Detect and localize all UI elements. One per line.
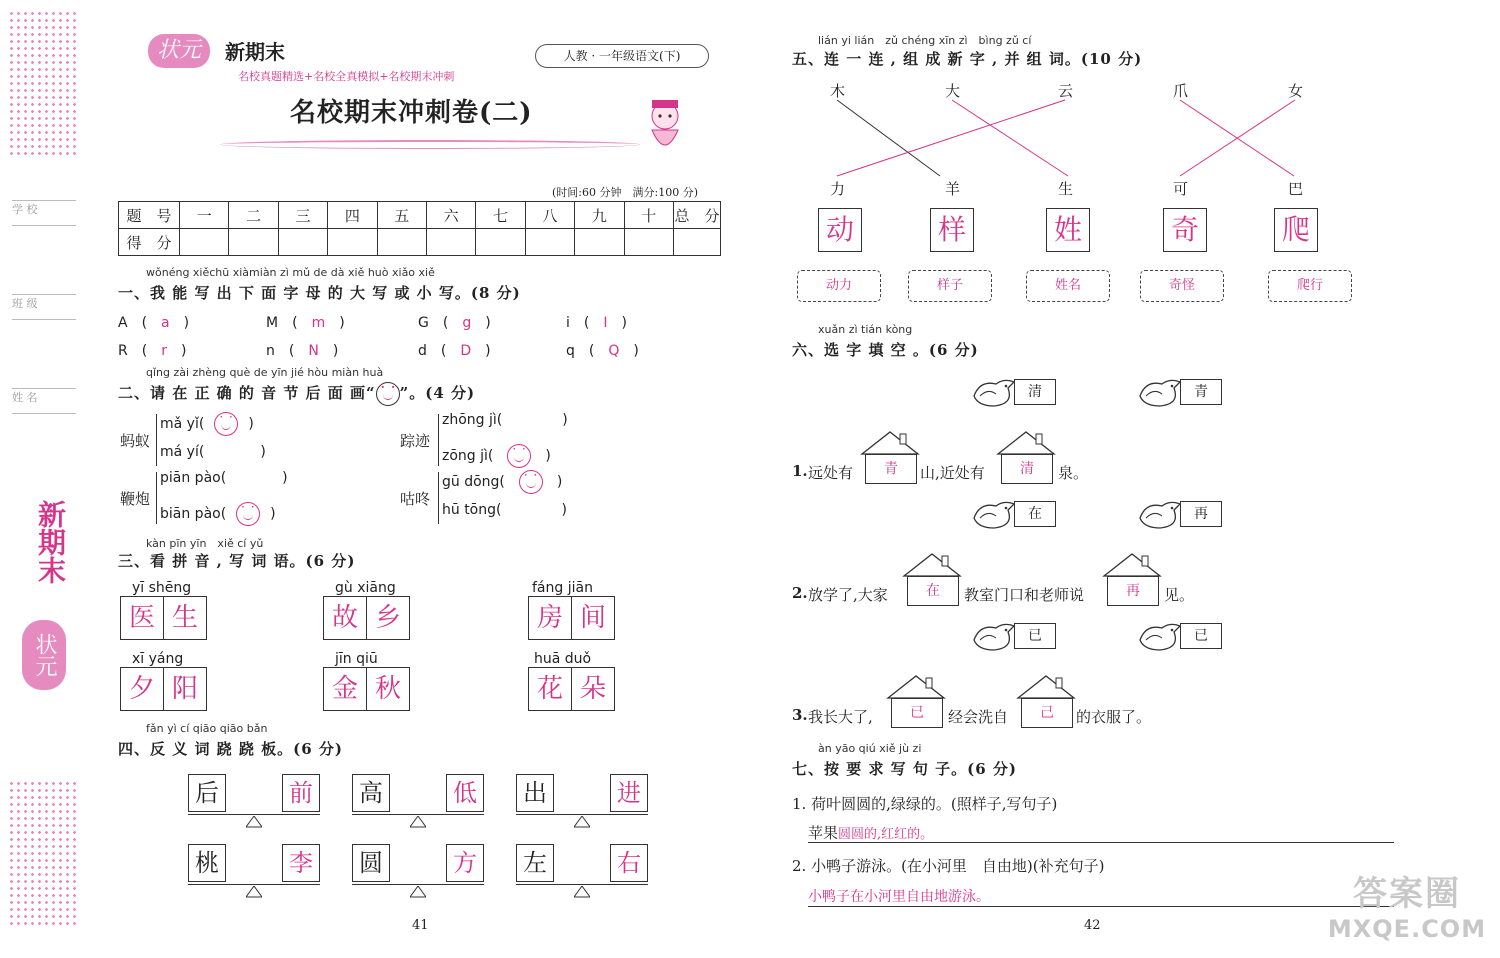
- score-cell: 一: [180, 202, 229, 229]
- s3-word-3: [528, 580, 615, 640]
- score-input[interactable]: [426, 229, 475, 256]
- brand-tagline: 名校真题精选+名校全真模拟+名校期末冲刺: [238, 70, 455, 83]
- letter-answer[interactable]: m: [311, 315, 326, 331]
- s2-title-start: 二、请 在 正 确 的 音 节 后 面 画“: [118, 384, 376, 402]
- score-input[interactable]: [278, 229, 327, 256]
- char-box[interactable]: 故: [323, 596, 367, 640]
- letter-answer[interactable]: r: [161, 343, 167, 359]
- answer-box[interactable]: 在: [907, 576, 959, 606]
- char-box[interactable]: 生: [164, 596, 207, 640]
- watermark-top: 答案圈: [1353, 874, 1461, 914]
- word-pinyin: gù xiāng: [335, 580, 396, 596]
- s7-a2-line: [808, 886, 1394, 907]
- component-char: 女: [1288, 82, 1304, 100]
- letter-answer[interactable]: D: [460, 343, 472, 359]
- seesaw-answer[interactable]: 右: [610, 844, 648, 882]
- char-box[interactable]: 医: [120, 596, 164, 640]
- s1-items: A ( a ) M ( m ) G ( g ) i ( I ) R ( r ) n ( N ) d ( D ) q ( Q ): [118, 315, 639, 359]
- s4-pinyin: fǎn yì cí qiāo qiāo bǎn: [146, 722, 268, 735]
- sentence-part: 教室门口和老师说: [964, 586, 1085, 604]
- seesaw-4: [188, 844, 320, 900]
- new-char-box[interactable]: 奇: [1163, 208, 1207, 252]
- s3-word-6: [528, 651, 615, 711]
- bird-icon: [970, 496, 1018, 532]
- score-input[interactable]: [476, 229, 525, 256]
- sidebar-dots-bottom: [8, 780, 80, 925]
- s2-group-3: 鞭炮 piān pào( ) biān pào(· · ): [120, 470, 320, 530]
- component-char: 木: [830, 82, 846, 100]
- sidebar-vertical-title: 新期末: [34, 500, 67, 584]
- s3-word-4: [120, 651, 207, 711]
- component-char: 爪: [1173, 82, 1189, 100]
- score-cell: 六: [426, 202, 475, 229]
- option-char: 已: [1180, 623, 1222, 649]
- sentence-part: 经会洗自: [948, 708, 1009, 726]
- option-char: 已: [1014, 623, 1056, 649]
- component-char: 可: [1173, 180, 1189, 198]
- smiley-icon: [376, 382, 400, 406]
- s6-pinyin: xuǎn zì tián kòng: [818, 323, 913, 336]
- char-box[interactable]: 房: [528, 596, 572, 640]
- component-char: 云: [1058, 82, 1074, 100]
- answer-box[interactable]: 己: [1021, 698, 1073, 728]
- s1-title: 一、我 能 写 出 下 面 字 母 的 大 写 或 小 写。(8 分): [118, 284, 521, 302]
- s7-a1-line: [808, 822, 1394, 843]
- word-box[interactable]: 姓名: [1026, 270, 1110, 302]
- s3-pinyin: kàn pīn yīn xiě cí yǔ: [146, 537, 264, 550]
- s6-title: 六、选 字 填 空 。(6 分): [792, 341, 979, 359]
- sentence-part: 见。: [1164, 586, 1195, 604]
- a2-answer[interactable]: 小鸭子在小河里自由地游泳。: [808, 889, 990, 905]
- s2-group-2: 踪迹 zhōng jì( ) zōng jì(· · ): [400, 412, 600, 472]
- s2-pinyin: qǐng zài zhèng què de yīn jié hòu miàn huà: [146, 366, 384, 379]
- smiley-icon[interactable]: [507, 444, 531, 468]
- seesaw-5: [352, 844, 484, 900]
- letter-answer[interactable]: I: [603, 315, 608, 331]
- score-cell: 二: [229, 202, 278, 229]
- page-number-right: 42: [1084, 918, 1101, 933]
- bird-icon: [1136, 496, 1184, 532]
- score-input[interactable]: [328, 229, 377, 256]
- score-cell: 三: [278, 202, 327, 229]
- letter-q: i: [566, 315, 570, 331]
- sentence-3: [792, 674, 1352, 730]
- letter-answer[interactable]: g: [462, 315, 472, 331]
- bird-option: [970, 374, 1056, 410]
- page-number-left: 41: [412, 918, 429, 933]
- char-box[interactable]: 间: [572, 596, 615, 640]
- word-box[interactable]: 样子: [908, 270, 992, 302]
- score-input[interactable]: [575, 229, 624, 256]
- component-char: 大: [945, 82, 961, 100]
- score-value-row: [119, 229, 721, 256]
- score-cell: 总 分: [674, 202, 721, 229]
- pinyin-option: piān pào(: [160, 470, 227, 486]
- sentence-part: 放学了,大家: [808, 586, 888, 604]
- name-field: 姓 名: [12, 388, 76, 414]
- a1-answer[interactable]: 圆圆的,红红的。: [838, 827, 934, 842]
- component-char: 羊: [945, 180, 961, 198]
- letter-q: G: [418, 315, 429, 331]
- s2-title-end: ”。(4 分): [399, 384, 476, 402]
- s3-word-5: [323, 651, 410, 711]
- watermark-bottom: MXQE.COM: [1327, 915, 1487, 943]
- letter-answer[interactable]: a: [161, 315, 170, 331]
- score-cell: 十: [624, 202, 673, 229]
- score-table: [118, 201, 721, 256]
- sidebar-logo: 状元: [22, 620, 66, 690]
- option-char: 再: [1180, 501, 1222, 527]
- seesaw-word: 桃: [188, 844, 226, 882]
- s2-title: [118, 382, 475, 406]
- seesaw-answer[interactable]: 进: [610, 774, 648, 812]
- seesaw-word: 出: [516, 774, 554, 812]
- title-underline: [220, 140, 640, 149]
- school-field: 学 校: [12, 200, 76, 226]
- seesaw-word: 后: [188, 774, 226, 812]
- new-char-box[interactable]: 动: [818, 208, 862, 252]
- letter-q: A: [118, 315, 128, 331]
- pinyin-option: biān pào(: [160, 506, 227, 522]
- bird-option: [970, 496, 1056, 532]
- watermark: [1322, 866, 1492, 943]
- class-field: 班 级: [12, 294, 76, 320]
- component-char: 巴: [1288, 180, 1304, 198]
- bird-icon: [1136, 374, 1184, 410]
- s7-title: 七、按 要 求 写 句 子。(6 分): [792, 760, 1017, 778]
- pinyin-option: má yí(: [160, 444, 205, 460]
- smiley-icon[interactable]: [519, 470, 543, 494]
- s4-title: 四、反 义 词 跷 跷 板。(6 分): [118, 740, 343, 758]
- s5-connect-lines: [800, 98, 1340, 178]
- letter-q: d: [418, 343, 427, 359]
- option-char: 青: [1180, 379, 1222, 405]
- s7-q1: 1. 荷叶圆圆的,绿绿的。(照样子,写句子): [792, 795, 1058, 813]
- char-box[interactable]: 花: [528, 667, 572, 711]
- score-input[interactable]: [674, 229, 721, 256]
- score-input[interactable]: [377, 229, 426, 256]
- char-box[interactable]: 朵: [572, 667, 615, 711]
- page-title: 名校期末冲刺卷(二): [290, 98, 533, 128]
- s5-pinyin: lián yi lián zǔ chéng xīn zì bìng zǔ cí: [818, 34, 1032, 47]
- pinyin-option: mǎ yǐ(: [160, 416, 205, 432]
- score-cell: 九: [575, 202, 624, 229]
- word-pinyin: jīn qiū: [335, 651, 378, 667]
- score-cell: 八: [525, 202, 574, 229]
- bird-icon: [1136, 618, 1184, 654]
- sidebar-dots-top: [8, 10, 80, 155]
- bird-icon: [970, 374, 1018, 410]
- bird-option: [970, 618, 1056, 654]
- new-char-box[interactable]: 姓: [1046, 208, 1090, 252]
- s3-title: 三、看 拼 音 , 写 词 语。(6 分): [118, 552, 356, 570]
- s5-title: 五、连 一 连 , 组 成 新 字 , 并 组 词。(10 分): [792, 50, 1143, 68]
- letter-q: M: [266, 315, 279, 331]
- bird-option: [1136, 496, 1222, 532]
- letter-answer[interactable]: Q: [608, 343, 620, 359]
- s3-word-1: [120, 580, 207, 640]
- seesaw-answer[interactable]: 李: [282, 844, 320, 882]
- exam-meta: (时间:60 分钟 满分:100 分): [552, 186, 698, 199]
- word-pinyin: huā duǒ: [534, 651, 592, 667]
- word: 鞭炮: [120, 490, 151, 508]
- pinyin-option: zōng jì(: [442, 448, 494, 464]
- score-cell: 五: [377, 202, 426, 229]
- letter-q: R: [118, 343, 128, 359]
- score-cell: 得 分: [119, 229, 180, 256]
- pinyin-option: hū tōng(: [442, 502, 502, 518]
- pinyin-option: gū dōng(: [442, 474, 505, 490]
- sentence-part: 远处有: [808, 464, 854, 482]
- seesaw-6: [516, 844, 648, 900]
- s2-group-1: 蚂蚁 mǎ yǐ(· · ) má yí( ): [120, 412, 320, 472]
- seesaw-word: 左: [516, 844, 554, 882]
- component-char: 生: [1058, 180, 1074, 198]
- score-cell: 四: [328, 202, 377, 229]
- a1-prefix: 苹果: [808, 824, 839, 842]
- s2-group-4: 咕咚 gū dōng(· · ) hū tōng( ): [400, 470, 600, 530]
- score-header-row: [119, 202, 721, 229]
- s7-q2: 2. 小鸭子游泳。(在小河里 自由地)(补充句子): [792, 857, 1105, 875]
- component-char: 力: [830, 180, 846, 198]
- bird-option: [1136, 618, 1222, 654]
- sentence-part: 山,近处有: [920, 464, 985, 482]
- seesaw-word: 圆: [352, 844, 390, 882]
- letter-q: n: [266, 343, 275, 359]
- smiley-icon[interactable]: [214, 412, 238, 436]
- answer-box[interactable]: 清: [1001, 454, 1053, 484]
- option-char: 在: [1014, 501, 1056, 527]
- mascot-icon: [640, 98, 690, 158]
- word-box[interactable]: 动力: [797, 270, 881, 302]
- word: 踪迹: [400, 432, 431, 450]
- score-cell: 题 号: [119, 202, 180, 229]
- answer-box[interactable]: 已: [891, 698, 943, 728]
- answer-box[interactable]: 再: [1107, 576, 1159, 606]
- char-box[interactable]: 夕: [120, 667, 164, 711]
- option-char: 清: [1014, 379, 1056, 405]
- brand-logo: 状元: [148, 34, 210, 68]
- score-input[interactable]: [624, 229, 673, 256]
- word: 蚂蚁: [120, 432, 151, 450]
- edition-badge: 人教 · 一年级语文(下): [535, 44, 709, 68]
- seesaw-1: [188, 774, 320, 830]
- letter-answer[interactable]: N: [308, 343, 319, 359]
- sentence-part: 的衣服了。: [1076, 708, 1152, 726]
- char-box[interactable]: 秋: [367, 667, 410, 711]
- letter-q: q: [566, 343, 575, 359]
- score-cell: 七: [476, 202, 525, 229]
- score-input[interactable]: [180, 229, 229, 256]
- sentence-num: 1.: [792, 462, 808, 480]
- seesaw-word: 高: [352, 774, 390, 812]
- seesaw-answer[interactable]: 前: [282, 774, 320, 812]
- char-box[interactable]: 乡: [367, 596, 410, 640]
- new-char-box[interactable]: 爬: [1274, 208, 1318, 252]
- bird-option: [1136, 374, 1222, 410]
- sentence-part: 泉。: [1058, 464, 1089, 482]
- sentence-2: [792, 552, 1352, 608]
- word: 咕咚: [400, 490, 431, 508]
- sentence-num: 3.: [792, 706, 808, 724]
- score-input[interactable]: [229, 229, 278, 256]
- char-box[interactable]: 阳: [164, 667, 207, 711]
- brand-series: 新期末: [225, 40, 285, 64]
- seesaw-answer[interactable]: 低: [446, 774, 484, 812]
- answer-box[interactable]: 青: [865, 454, 917, 484]
- sentence-1: [792, 430, 1352, 486]
- new-char-box[interactable]: 样: [930, 208, 974, 252]
- sidebar-fields: [12, 200, 76, 414]
- word-box[interactable]: 爬行: [1268, 270, 1352, 302]
- pinyin-option: zhōng jì(: [442, 412, 503, 428]
- seesaw-3: [516, 774, 648, 830]
- s1-pinyin: wǒnéng xiěchū xiàmiàn zì mǔ de dà xiě huò xiǎo xiě: [146, 266, 435, 279]
- s5-bottom-chars: [800, 178, 1340, 198]
- seesaw-2: [352, 774, 484, 830]
- smiley-icon[interactable]: [236, 502, 260, 526]
- word-pinyin: xī yáng: [132, 651, 184, 667]
- char-box[interactable]: 金: [323, 667, 367, 711]
- sentence-num: 2.: [792, 584, 808, 602]
- sentence-part: 我长大了,: [808, 708, 873, 726]
- word-pinyin: yī shēng: [132, 580, 192, 596]
- bird-icon: [970, 618, 1018, 654]
- seesaw-answer[interactable]: 方: [446, 844, 484, 882]
- s3-word-2: [323, 580, 410, 640]
- word-pinyin: fáng jiān: [532, 580, 593, 596]
- s5-top-chars: [800, 80, 1340, 100]
- s7-pinyin: àn yāo qiú xiě jù zi: [818, 742, 922, 755]
- score-input[interactable]: [525, 229, 574, 256]
- word-box[interactable]: 奇怪: [1140, 270, 1224, 302]
